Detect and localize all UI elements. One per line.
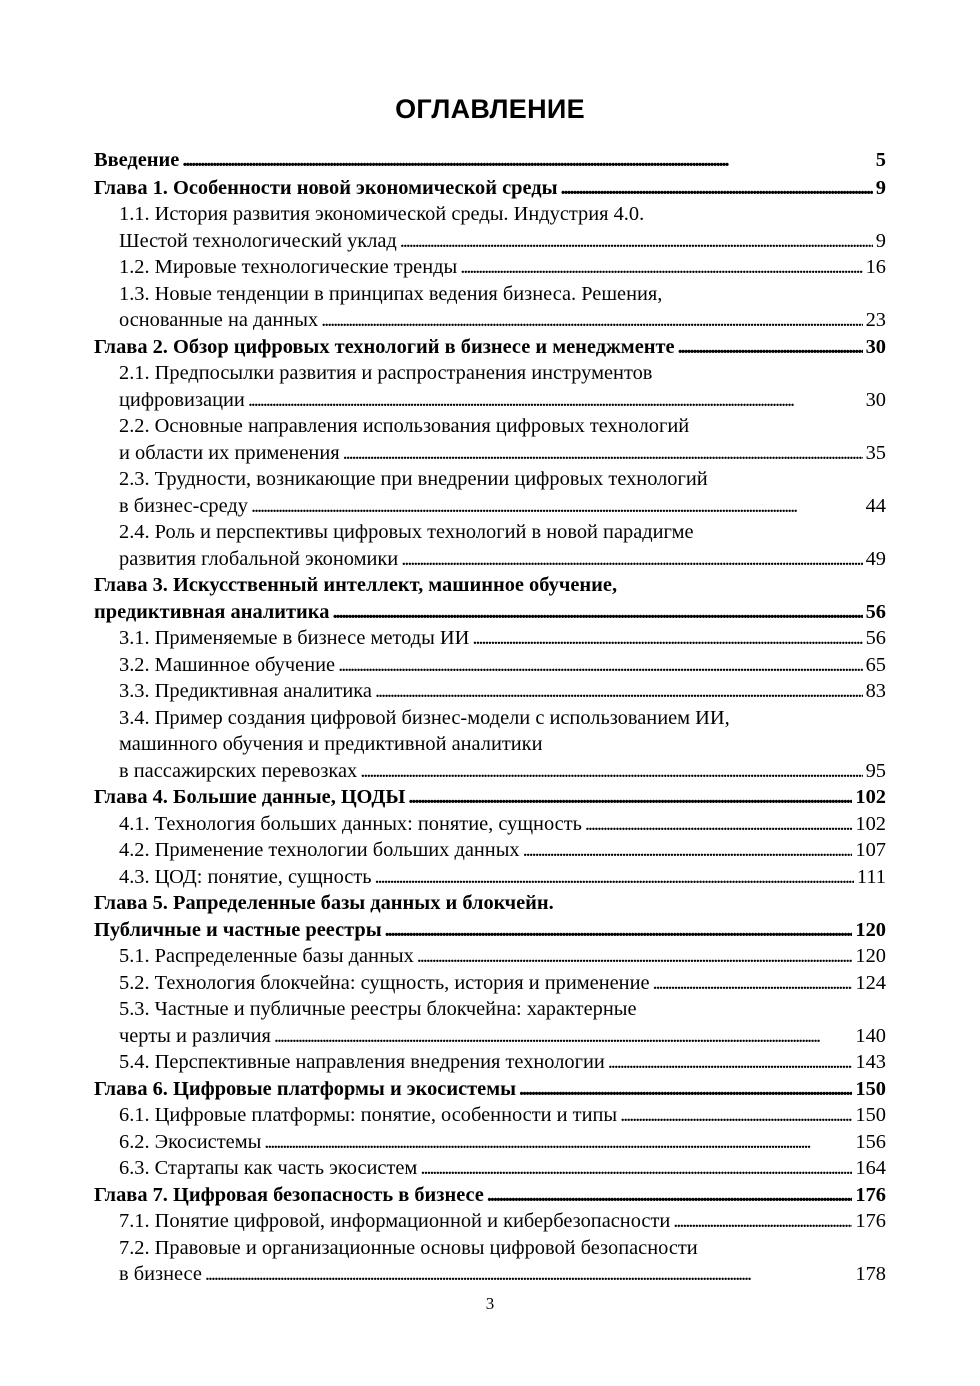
toc-entry-title: Глава 7. Цифровая безопасность в бизнесе	[94, 1184, 484, 1206]
toc-entry[interactable]	[119, 758, 886, 784]
toc-entry-page: 56	[865, 601, 886, 623]
toc-entry-page: 23	[865, 309, 886, 331]
dot-leader	[460, 254, 862, 280]
toc-entry[interactable]	[119, 652, 886, 678]
toc-entry-page: 49	[865, 548, 886, 570]
dot-leader	[519, 1076, 852, 1102]
toc-entry-title: 2.4. Роль и перспективы цифровых технологий в новой парадигме	[119, 521, 694, 543]
toc-entry[interactable]	[119, 254, 886, 280]
toc-entry-page: 102	[855, 786, 886, 808]
dot-leader	[375, 678, 863, 704]
toc-entry[interactable]	[119, 970, 886, 996]
toc-entry-title: 5.3. Частные и публичные реестры блокчейна: характерные	[119, 998, 637, 1020]
toc-entry-title: 5.1. Распределенные базы данных	[119, 945, 414, 967]
toc-entry-title: Глава 5. Рапределенные базы данных и блокчейн.	[94, 892, 554, 914]
toc-entry[interactable]	[119, 625, 886, 651]
dot-leader	[375, 864, 854, 890]
toc-entry-page: 156	[855, 1131, 886, 1153]
toc-entry-page: 30	[865, 336, 886, 358]
dot-leader	[251, 493, 863, 519]
toc-entry[interactable]	[119, 281, 886, 307]
toc-entry-page: 143	[855, 1051, 886, 1073]
toc-entry[interactable]	[119, 996, 886, 1022]
toc-entry-title: развития глобальной экономики	[119, 548, 399, 570]
toc-entry-title: 7.2. Правовые и организационные основы цифровой безопасности	[119, 1237, 698, 1259]
toc-entry[interactable]	[119, 943, 886, 969]
dot-leader	[182, 147, 872, 173]
toc-entry-title: 2.1. Предпосылки развития и распространения инструментов	[119, 362, 653, 384]
dot-leader	[487, 1182, 853, 1208]
toc-entry-page: 9	[875, 230, 886, 252]
toc-entry[interactable]	[119, 413, 886, 439]
page-title: ОГЛАВЛЕНИЕ	[395, 94, 585, 124]
toc-entry[interactable]	[119, 493, 886, 519]
toc-entry-page: 83	[865, 680, 886, 702]
dot-leader	[420, 1155, 852, 1181]
toc-entry-title: черты и различия	[119, 1025, 271, 1047]
toc-entry-page: 111	[856, 866, 886, 888]
dot-leader	[408, 784, 852, 810]
toc-entry[interactable]	[119, 1129, 886, 1155]
toc-entry[interactable]	[119, 1049, 886, 1075]
toc-entry[interactable]	[119, 466, 886, 492]
toc-entry[interactable]	[119, 678, 886, 704]
toc-entry[interactable]	[94, 1182, 886, 1208]
toc-entry[interactable]	[119, 387, 886, 413]
toc-entry-title: 3.4. Пример создания цифровой бизнес-модели с использованием ИИ,	[119, 707, 730, 729]
toc-entry-title: 3.3. Предиктивная аналитика	[119, 680, 372, 702]
toc-entry-title: машинного обучения и предиктивной аналитики	[119, 733, 543, 755]
toc-entry-page: 178	[855, 1263, 886, 1285]
dot-leader	[472, 625, 862, 651]
toc-entry-title: Глава 3. Искусственный интеллект, машинное обучение,	[94, 574, 618, 596]
toc-entry-title: 4.1. Технология больших данных: понятие, сущность	[119, 813, 582, 835]
dot-leader	[400, 228, 873, 254]
dot-leader	[332, 599, 862, 625]
toc-entry-page: 120	[855, 945, 886, 967]
toc-entry-page: 95	[865, 760, 886, 782]
toc-entry-title: основанные на данных	[119, 309, 319, 331]
toc-entry[interactable]	[94, 572, 886, 598]
toc-entry-title: Глава 2. Обзор цифровых технологий в бизнесе и менеджменте	[94, 336, 675, 358]
toc-entry[interactable]	[119, 1102, 886, 1128]
toc-entry-title: в пассажирских перевозках	[119, 760, 358, 782]
dot-leader	[608, 1049, 853, 1075]
toc-entry-title: 6.3. Стартапы как часть экосистем	[119, 1157, 418, 1179]
dot-leader	[653, 970, 853, 996]
toc-entry-title: в бизнесе	[119, 1263, 202, 1285]
toc-entry-title: 6.2. Экосистемы	[119, 1131, 262, 1153]
toc-entry[interactable]	[119, 731, 886, 757]
toc-entry[interactable]	[119, 228, 886, 254]
toc-entry[interactable]	[119, 1155, 886, 1181]
toc-entry[interactable]	[119, 1023, 886, 1049]
toc-entry-page: 107	[855, 839, 886, 861]
toc-entry-page: 30	[865, 389, 886, 411]
toc-entry-page: 164	[855, 1157, 886, 1179]
dot-leader	[321, 307, 862, 333]
toc-entry-page: 120	[855, 919, 886, 941]
toc-entry-page: 56	[865, 627, 886, 649]
dot-leader	[338, 652, 863, 678]
toc-entry-page: 35	[865, 442, 886, 464]
toc-entry[interactable]	[119, 307, 886, 333]
toc-entry[interactable]	[119, 519, 886, 545]
toc-entry-title: 2.2. Основные направления использования цифровых технологий	[119, 415, 690, 437]
toc-entry-title: 1.2. Мировые технологические тренды	[119, 256, 458, 278]
toc-entry-title: в бизнес-среду	[119, 495, 248, 517]
page-number: 3	[485, 1294, 495, 1313]
toc-entry-title: 4.2. Применение технологии больших данных	[119, 839, 520, 861]
toc-entry-title: Глава 4. Большие данные, ЦОДЫ	[94, 786, 406, 808]
toc-entry-title: Шестой технологический уклад	[119, 230, 397, 252]
toc-entry[interactable]	[119, 705, 886, 731]
toc-entry[interactable]	[119, 864, 886, 890]
toc-entry-page: 16	[865, 256, 886, 278]
toc-entry[interactable]	[94, 784, 886, 810]
dot-leader	[417, 943, 853, 969]
dot-leader	[620, 1102, 852, 1128]
toc-entry-title: 6.1. Цифровые платформы: понятие, особенности и типы	[119, 1104, 618, 1126]
toc-entry-title: 2.3. Трудности, возникающие при внедрении цифровых технологий	[119, 468, 708, 490]
toc-entry-page: 124	[855, 972, 886, 994]
toc-entry[interactable]	[119, 1261, 886, 1287]
toc-entry-title: 5.2. Технология блокчейна: сущность, история и применение	[119, 972, 650, 994]
toc-entry-page: 9	[875, 177, 886, 199]
toc-entry-title: 3.2. Машинное обучение	[119, 654, 336, 676]
dot-leader	[343, 440, 863, 466]
toc-entry-page: 65	[865, 654, 886, 676]
toc-entry-page: 44	[865, 495, 886, 517]
toc-entry-title: Глава 1. Особенности новой экономической среды	[94, 177, 558, 199]
toc-entry-title: Введение	[94, 149, 180, 171]
toc-entry-title: цифровизации	[119, 389, 245, 411]
toc-entry[interactable]	[119, 546, 886, 572]
toc-entry-title: 7.1. Понятие цифровой, информационной и кибербезопасности	[119, 1210, 671, 1232]
toc-entry[interactable]	[94, 599, 886, 625]
toc-entry-page: 140	[855, 1025, 886, 1047]
toc-entry[interactable]	[119, 201, 886, 227]
toc-entry[interactable]	[94, 890, 886, 916]
toc-entry-title: 5.4. Перспективные направления внедрения технологии	[119, 1051, 605, 1073]
toc-entry-page: 5	[875, 149, 886, 171]
toc-entry[interactable]	[119, 360, 886, 386]
dot-leader	[385, 917, 853, 943]
dot-leader	[264, 1129, 852, 1155]
toc-entry-page: 176	[855, 1184, 886, 1206]
dot-leader	[561, 175, 873, 201]
toc-entry[interactable]	[119, 440, 886, 466]
toc-entry-title: 3.1. Применяемые в бизнесе методы ИИ	[119, 627, 470, 649]
toc-entry-page: 150	[855, 1104, 886, 1126]
toc-entry[interactable]	[94, 334, 886, 360]
toc-entry-page: 150	[855, 1078, 886, 1100]
dot-leader	[585, 811, 852, 837]
toc-entry[interactable]	[119, 837, 886, 863]
dot-leader	[401, 546, 862, 572]
dot-leader	[523, 837, 853, 863]
dot-leader	[673, 1208, 852, 1234]
toc-entry-title: предиктивная аналитика	[94, 601, 330, 623]
toc-entry[interactable]	[94, 147, 886, 173]
toc-entry[interactable]	[94, 175, 886, 201]
toc-entry[interactable]	[119, 1208, 886, 1234]
toc-entry-title: и области их применения	[119, 442, 340, 464]
dot-leader	[274, 1023, 853, 1049]
toc-entry[interactable]	[119, 1235, 886, 1261]
toc-entry-title: Публичные и частные реестры	[94, 919, 382, 941]
toc-entry-title: 1.3. Новые тенденции в принципах ведения бизнеса. Решения,	[119, 283, 663, 305]
dot-leader	[205, 1261, 853, 1287]
toc-entry[interactable]	[94, 1076, 886, 1102]
toc-entry-page: 176	[855, 1210, 886, 1232]
dot-leader	[360, 758, 862, 784]
toc-entry-title: 1.1. История развития экономической среды. Индустрия 4.0.	[119, 203, 645, 225]
toc-entry-title: Глава 6. Цифровые платформы и экосистемы	[94, 1078, 516, 1100]
toc-entry-title: 4.3. ЦОД: понятие, сущность	[119, 866, 372, 888]
toc-entry-page: 102	[855, 813, 886, 835]
toc-entry[interactable]	[119, 811, 886, 837]
dot-leader	[678, 334, 863, 360]
toc-entry[interactable]	[94, 917, 886, 943]
dot-leader	[248, 387, 863, 413]
